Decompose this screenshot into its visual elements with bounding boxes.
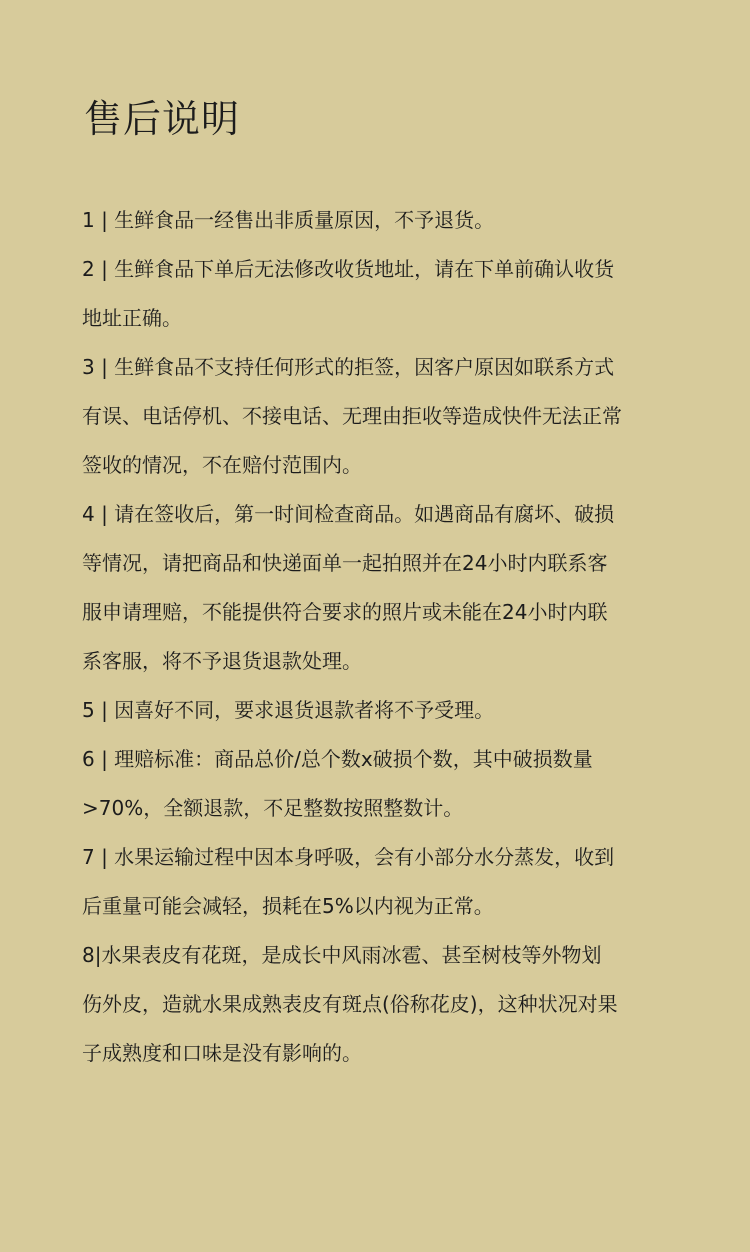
rule-text-line: 子成熟度和口味是没有影响的。	[82, 1041, 362, 1065]
rule-item-3	[82, 343, 682, 490]
rule-text-line: 4 | 请在签收后，第一时间检查商品。如遇商品有腐坏、破损	[82, 502, 615, 526]
rule-text-line: 等情况，请把商品和快递面单一起拍照并在24小时内联系客	[82, 551, 608, 575]
rule-text-line: 有误、电话停机、不接电话、无理由拒收等造成快件无法正常	[82, 404, 622, 428]
rule-text-line: 系客服，将不予退货退款处理。	[82, 649, 362, 673]
rule-item-6	[82, 735, 682, 833]
rule-text-line: 8|水果表皮有花斑，是成长中风雨冰雹、甚至树枝等外物划	[82, 943, 602, 967]
rule-text-line: 7 | 水果运输过程中因本身呼吸，会有小部分水分蒸发，收到	[82, 845, 615, 869]
rule-text-line: 签收的情况，不在赔付范围内。	[82, 453, 362, 477]
rule-item-7	[82, 833, 682, 931]
rule-text-line: 服申请理赔，不能提供符合要求的照片或未能在24小时内联	[82, 600, 608, 624]
rule-text-line: 地址正确。	[82, 306, 182, 330]
rule-text-line: 2 | 生鲜食品下单后无法修改收货地址，请在下单前确认收货	[82, 257, 615, 281]
rule-text-line: 后重量可能会减轻，损耗在5%以内视为正常。	[82, 894, 494, 918]
page-title: 售后说明	[84, 97, 241, 141]
rule-text-line: 6 | 理赔标准：商品总价/总个数x破损个数，其中破损数量	[82, 747, 593, 771]
rule-item-8	[82, 931, 682, 1078]
after-sales-rules-list	[82, 196, 682, 1078]
rule-item-2	[82, 245, 682, 343]
rule-text-line: 5 | 因喜好不同，要求退货退款者将不予受理。	[82, 698, 495, 722]
rule-text-line: >70%，全额退款，不足整数按照整数计。	[82, 796, 464, 820]
rule-text-line: 1 | 生鲜食品一经售出非质量原因，不予退货。	[82, 208, 495, 232]
rule-text-line: 伤外皮，造就水果成熟表皮有斑点(俗称花皮)，这种状况对果	[82, 992, 618, 1016]
rule-item-1	[82, 196, 682, 245]
rule-item-5	[82, 686, 682, 735]
rule-item-4	[82, 490, 682, 686]
rule-text-line: 3 | 生鲜食品不支持任何形式的拒签，因客户原因如联系方式	[82, 355, 615, 379]
